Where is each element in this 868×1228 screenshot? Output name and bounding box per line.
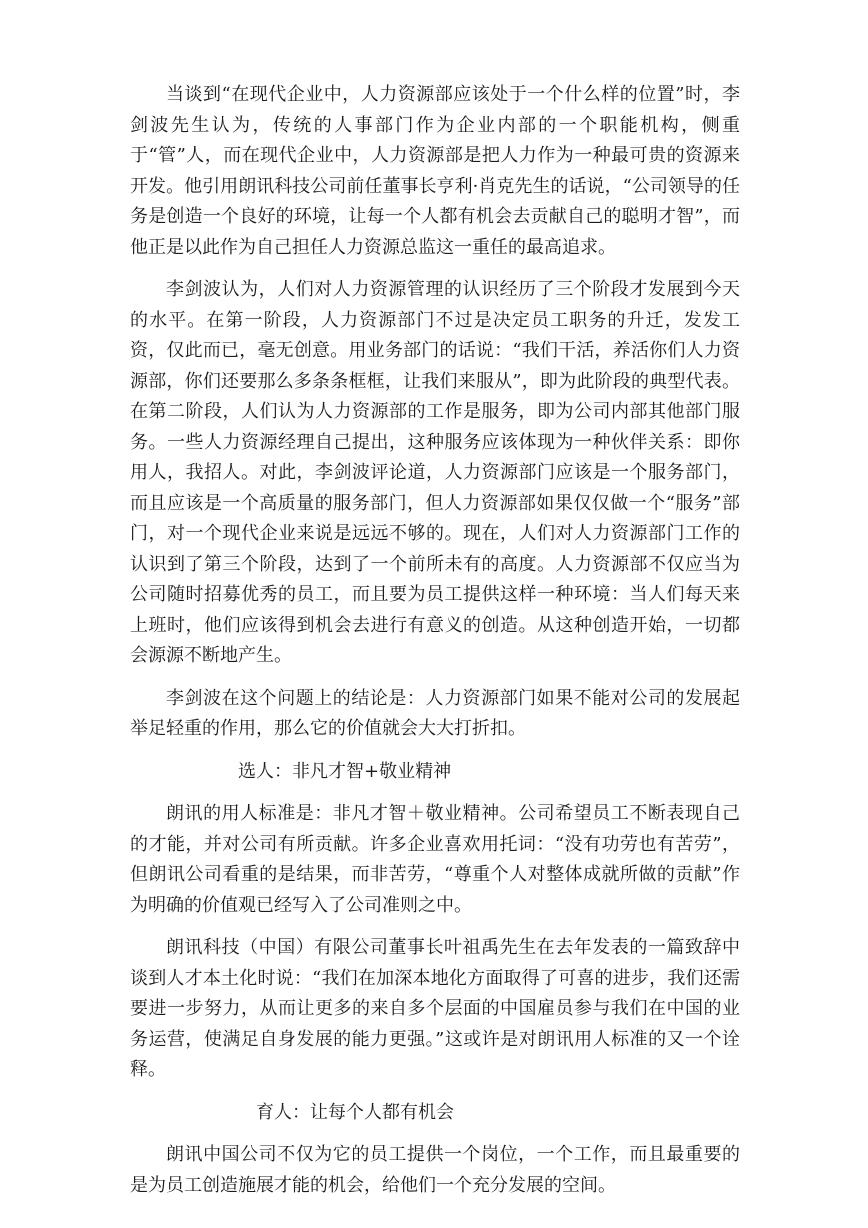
document-body [130,80,740,1213]
section-heading-selection: 选人：非凡才智+敬业精神 [238,760,452,782]
paragraph-opportunity: 朗讯中国公司不仅为它的员工提供一个岗位，一个工作，而且最重要的是为员工创造施展才能的机会，给他们一个充分发展的空间。 [130,1144,740,1196]
paragraph-localization: 朗讯科技（中国）有限公司董事长叶祖禹先生在去年发表的一篇致辞中谈到人才本土化时说：“我们在加深本地化方面取得了可喜的进步，我们还需要进一步努力，从而让更多的来自多个层面的中国雇员参与我们在中国的业务运营，使满足自身发展的能力更强。”这或许是对朗讯用人标准的又一个诠释。 [130,937,740,1080]
paragraph-hr-position: 当谈到“在现代企业中，人力资源部应该处于一个什么样的位置”时，李剑波先生认为，传统的人事部门作为企业内部的一个职能机构，侧重于“管”人，而在现代企业中，人力资源部是把人力作为一种最可贵的资源来开发。他引用朗讯科技公司前任董事长亨利·肖克先生的话说，“公司领导的任务是创造一个良好的环境，让每一个人都有机会去贡献自己的聪明才智”，而他正是以此作为自己担任人力资源总监这一重任的最高追求。 [130,84,740,258]
section-heading-development: 育人：让每个人都有机会 [256,1101,454,1123]
paragraph-conclusion: 李剑波在这个问题上的结论是：人力资源部门如果不能对公司的发展起举足轻重的作用，那么它的价值就会大大打折扣。 [130,687,740,739]
paragraph-three-stages: 李剑波认为，人们对人力资源管理的认识经历了三个阶段才发展到今天的水平。在第一阶段，人力资源部门不过是决定员工职务的升迁，发发工资，仅此而已，毫无创意。用业务部门的话说：“我们干活，养活你们人力资源部，你们还要那么多条条框框，让我们来服从”，即为此阶段的典型代表。在第二阶段，人们认为人力资源部的工作是服务，即为公司内部其他部门服务。一些人力资源经理自己提出，这种服务应该体现为一种伙伴关系：即你用人，我招人。对此，李剑波评论道，人力资源部门应该是一个服务部门，而且应该是一个高质量的服务部门，但人力资源部如果仅仅做一个“服务”部门，对一个现代企业来说是远远不够的。现在，人们对人力资源部门工作的认识到了第三个阶段，达到了一个前所未有的高度。人力资源部不仅应当为公司随时招募优秀的员工，而且要为员工提供这样一种环境：当人们每天来上班时，他们应该得到机会去进行有意义的创造。从这种创造开始，一切都会源源不断地产生。 [130,279,740,666]
paragraph-hiring-standard: 朗讯的用人标准是：非凡才智＋敬业精神。公司希望员工不断表现自己的才能，并对公司有所贡献。许多企业喜欢用托词：“没有功劳也有苦劳”，但朗讯公司看重的是结果，而非苦劳，“尊重个人对整体成就所做的贡献”作为明确的价值观已经写入了公司准则之中。 [130,803,740,916]
